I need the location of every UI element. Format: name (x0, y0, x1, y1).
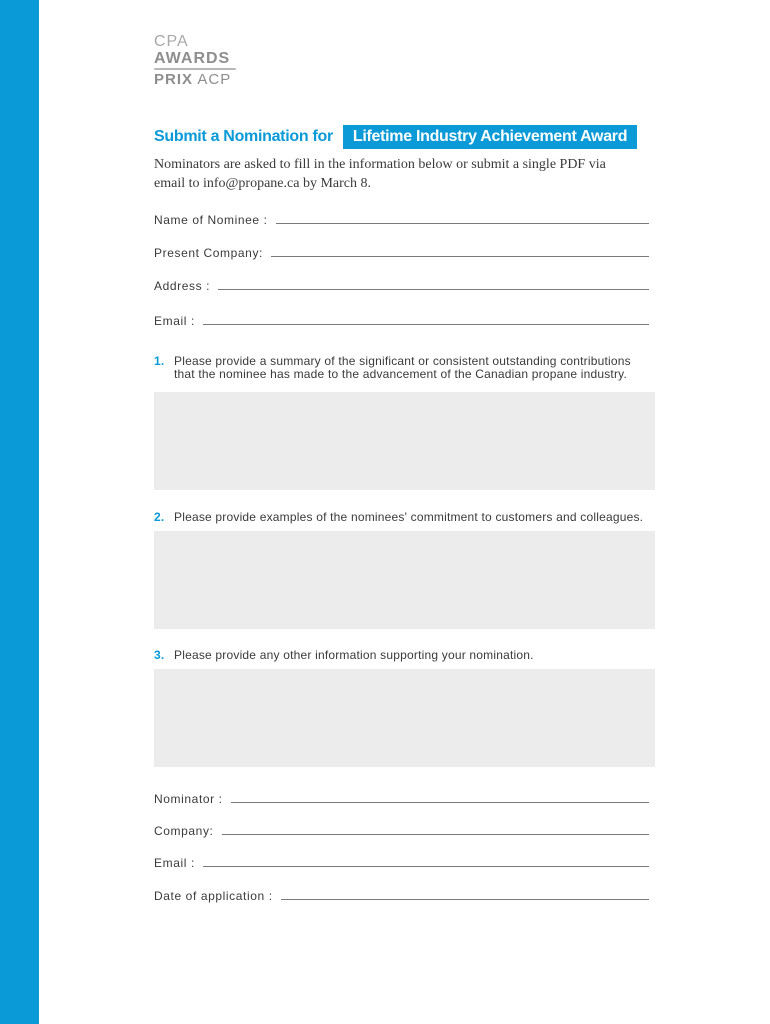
date-of-application-line[interactable] (281, 899, 649, 900)
logo-line-cpa: CPA (154, 33, 189, 50)
nominator-field[interactable] (154, 788, 649, 806)
nominator-line[interactable] (231, 802, 649, 803)
cpa-awards-logo (154, 34, 236, 87)
nominee-name-label: Name of Nominee : (154, 213, 268, 227)
logo-line-prix-acp (154, 72, 236, 87)
nominator-company-line[interactable] (222, 834, 650, 835)
nominator-label: Nominator : (154, 792, 223, 806)
nominee-company-line[interactable] (271, 256, 649, 257)
nominee-address-label: Address : (154, 279, 211, 293)
question-3-number: 3. (154, 648, 165, 662)
date-of-application-field[interactable] (154, 885, 649, 903)
question-3-text: Please provide any other information supporting your nomination. (174, 648, 534, 662)
answer-box-1[interactable] (154, 392, 655, 490)
nominee-email-label: Email : (154, 314, 195, 328)
question-1 (154, 355, 664, 381)
form-heading (154, 124, 637, 150)
nominator-company-label: Company: (154, 824, 214, 838)
nominee-name-line[interactable] (276, 223, 649, 224)
question-2-text: Please provide examples of the nominees' commitment to customers and colleagues. (174, 510, 644, 524)
question-3 (154, 649, 664, 662)
nominee-email-line[interactable] (203, 324, 649, 325)
nominator-email-label: Email : (154, 856, 195, 870)
logo-swoosh (154, 68, 236, 70)
question-1-line-2: that the nominee has made to the advancement of the Canadian propane industry. (174, 367, 628, 381)
intro-line-2: email to info@propane.ca by March 8. (154, 176, 371, 191)
nominee-company-field[interactable] (154, 242, 649, 260)
side-accent-bar (0, 0, 39, 1024)
nominee-email-field[interactable] (154, 310, 649, 328)
question-2 (154, 511, 664, 524)
logo-acp: ACP (197, 71, 232, 88)
nominator-email-field[interactable] (154, 852, 649, 870)
answer-box-2[interactable] (154, 531, 655, 629)
nominee-company-label: Present Company: (154, 246, 263, 260)
award-title-badge: Lifetime Industry Achievement Award (343, 125, 637, 149)
nominee-address-line[interactable] (218, 289, 649, 290)
intro-line-1: Nominators are asked to fill in the information below or submit a single PDF via (154, 157, 606, 172)
date-of-application-label: Date of application : (154, 889, 273, 903)
intro-text (154, 155, 674, 193)
question-1-number: 1. (154, 354, 165, 368)
logo-line-awards: AWARDS (154, 50, 231, 67)
answer-box-3[interactable] (154, 669, 655, 767)
nominator-email-line[interactable] (203, 866, 649, 867)
nominee-name-field[interactable] (154, 209, 649, 227)
question-2-number: 2. (154, 510, 165, 524)
heading-lead: Submit a Nomination for (154, 128, 333, 145)
logo-prix: PRIX (154, 71, 194, 88)
nominee-address-field[interactable] (154, 275, 649, 293)
nominator-company-field[interactable] (154, 820, 649, 838)
question-1-line-1: Please provide a summary of the significant or consistent outstanding contributions (174, 354, 631, 368)
